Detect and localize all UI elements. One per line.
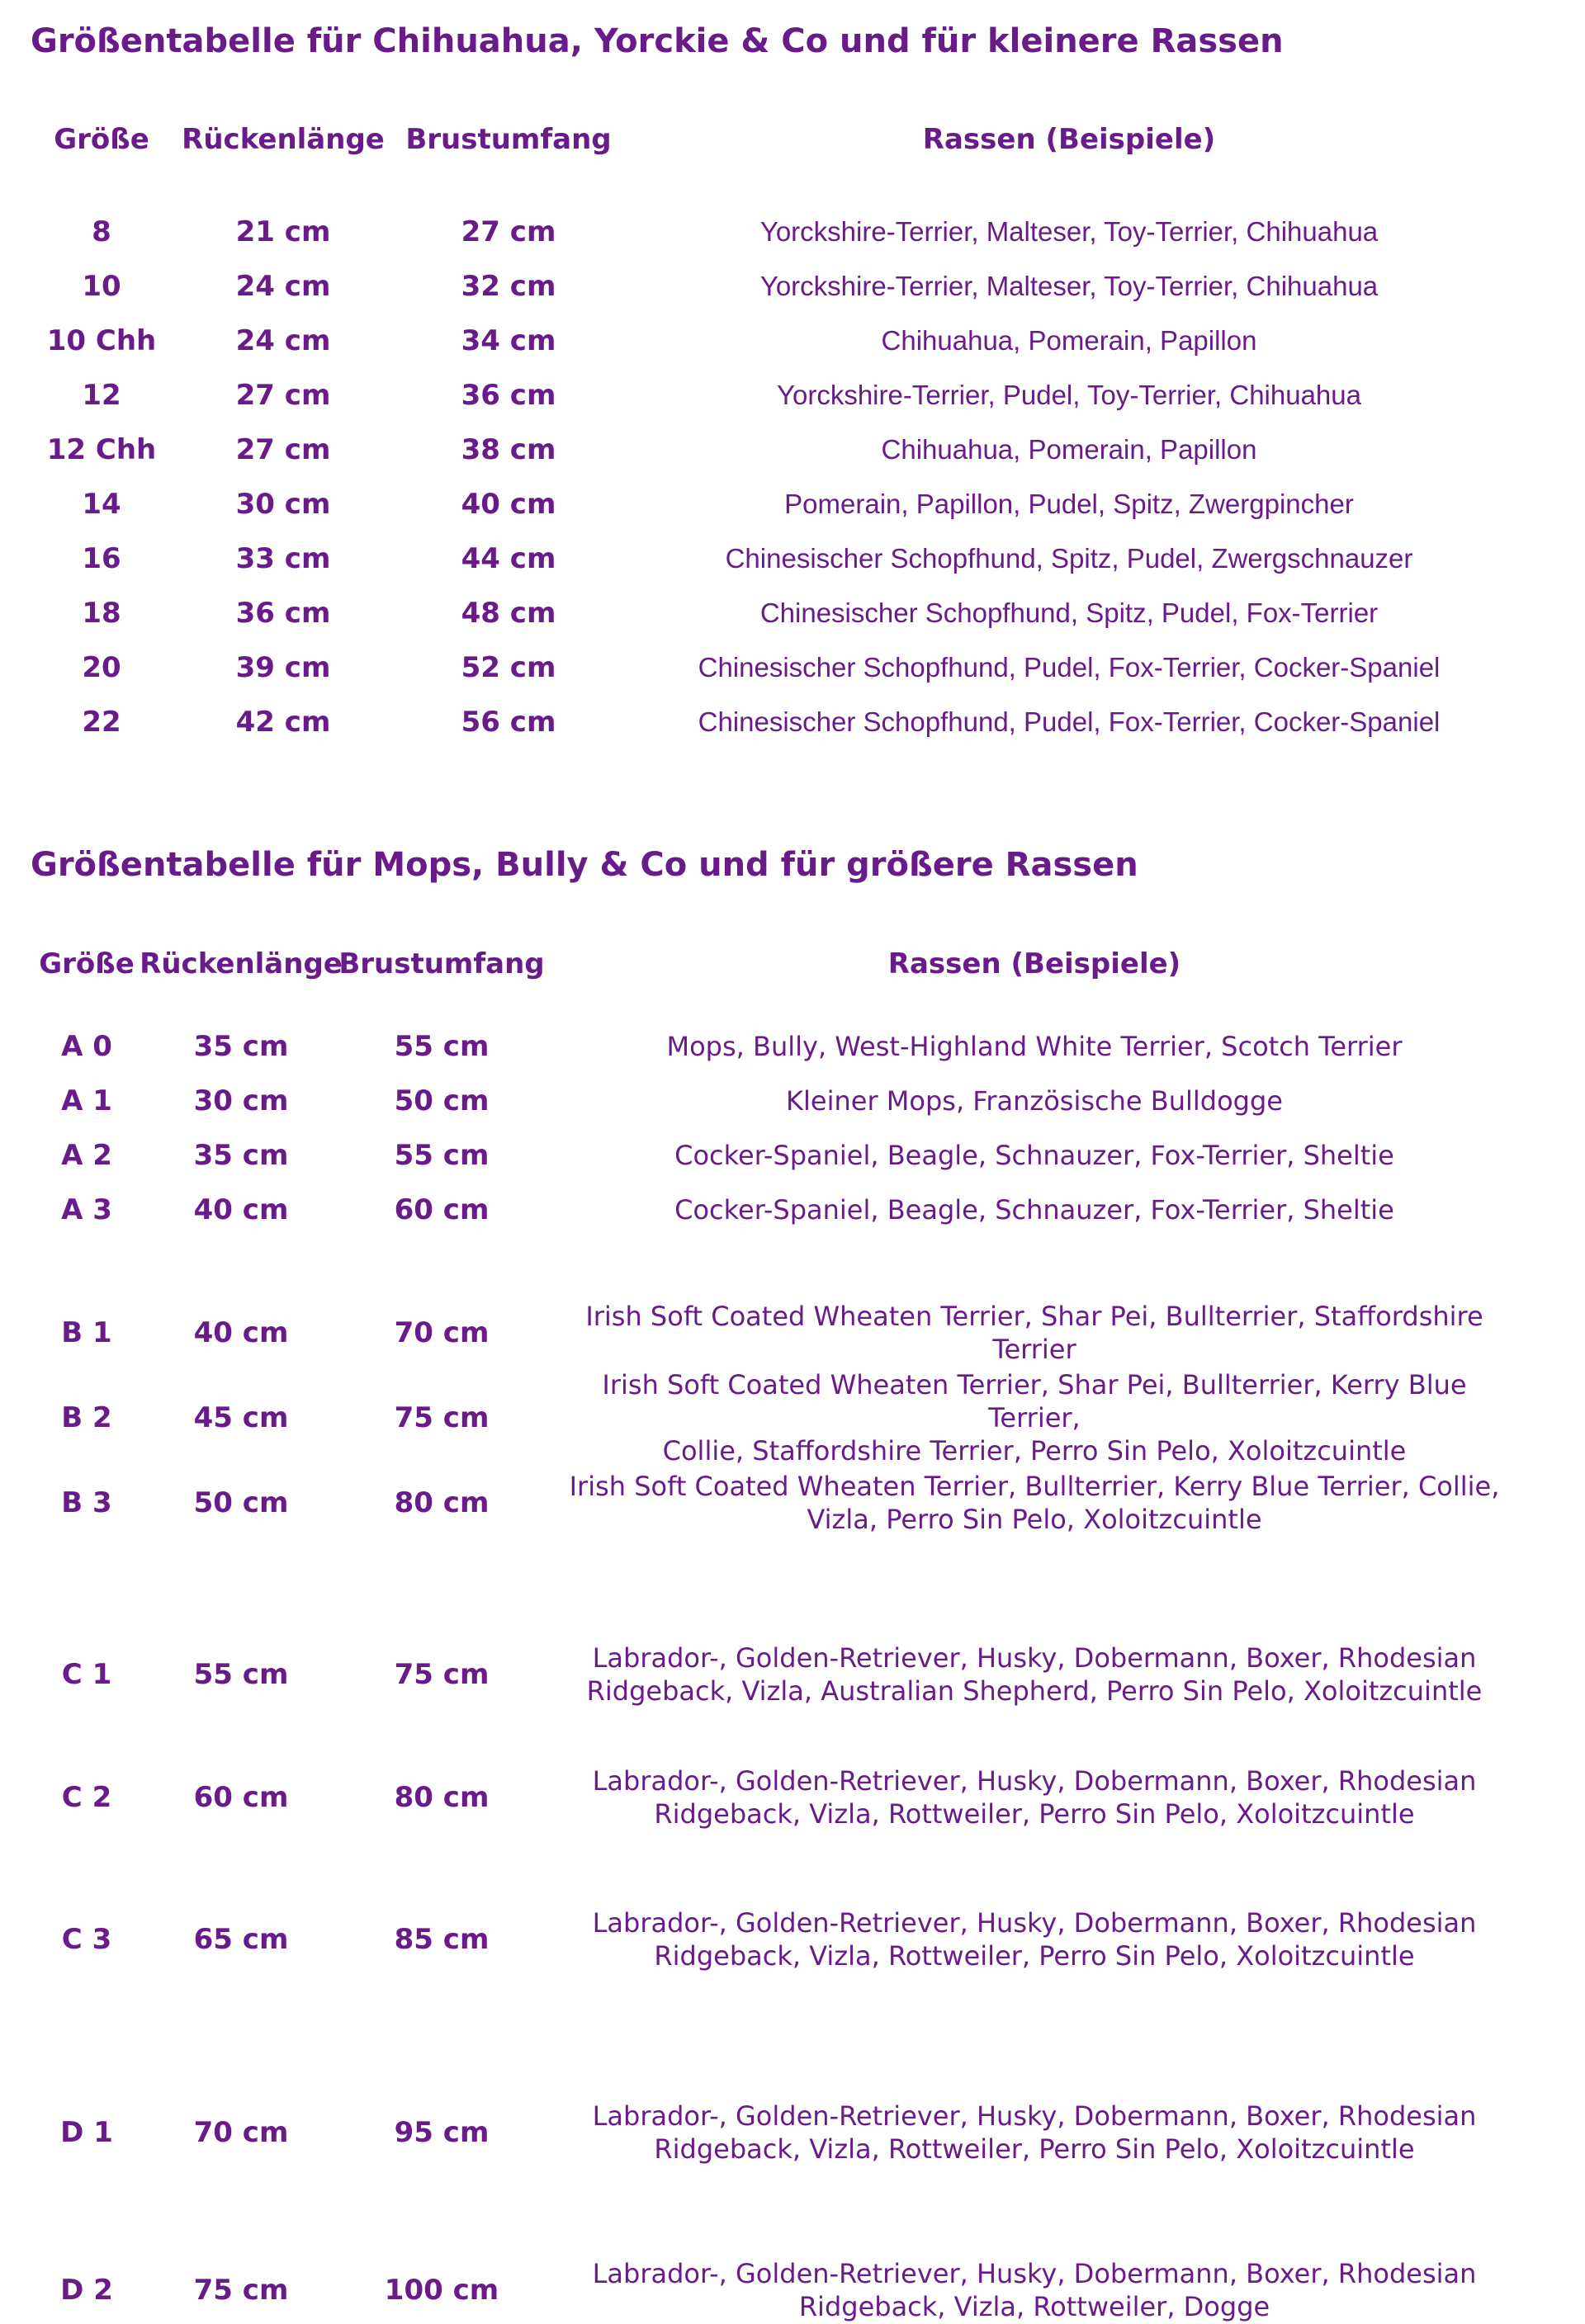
back-length-cell: 36 cm [235, 597, 331, 630]
breeds-line: Labrador-, Golden-Retriever, Husky, Dobermann, Boxer, Rhodesian [592, 2100, 1477, 2132]
back-length-header: Rückenlänge [140, 947, 343, 980]
chest-girth-cell: 36 cm [461, 379, 556, 412]
back-length-cell: 39 cm [235, 651, 331, 684]
table2-title: Größentabelle für Mops, Bully & Co und für größere Rassen [31, 846, 1138, 884]
table1-title: Größentabelle für Chihuahua, Yorckie & Co und für kleinere Rassen [31, 22, 1284, 60]
size-cell: 8 [92, 215, 111, 248]
size-cell: B 2 [61, 1401, 112, 1434]
breeds-line: Ridgeback, Vizla, Rottweiler, Perro Sin Pelo, Xoloitzcuintle [654, 2133, 1415, 2165]
breeds-cell [556, 2257, 1513, 2323]
back-length-cell: 45 cm [193, 1401, 289, 1434]
breeds-cell: Yorckshire-Terrier, Malteser, Toy-Terrier, Chihuahua [759, 216, 1379, 247]
back-length-cell: 60 cm [193, 1781, 289, 1814]
size-header: Größe [54, 123, 149, 156]
breeds-line: Labrador-, Golden-Retriever, Husky, Dobermann, Boxer, Rhodesian [592, 1765, 1477, 1797]
chest-girth-cell: 95 cm [394, 2116, 490, 2149]
back-length-cell: 75 cm [193, 2274, 289, 2307]
breeds-line: Ridgeback, Vizla, Australian Shepherd, Perro Sin Pelo, Xoloitzcuintle [586, 1675, 1483, 1707]
breeds-cell: Chinesischer Schopfhund, Spitz, Pudel, Zwergschnauzer [725, 543, 1413, 574]
breeds-cell: Chihuahua, Pomerain, Papillon [881, 434, 1257, 465]
back-length-cell: 65 cm [193, 1923, 289, 1956]
chest-girth-cell: 75 cm [394, 1658, 490, 1691]
size-cell: 20 [82, 651, 121, 684]
back-length-cell: 40 cm [193, 1193, 289, 1226]
breeds-cell: Chihuahua, Pomerain, Papillon [881, 325, 1257, 356]
breeds-line: Cocker-Spaniel, Beagle, Schnauzer, Fox-Terrier, Sheltie [674, 1140, 1394, 1171]
breeds-line: Vizla, Perro Sin Pelo, Xoloitzcuintle [807, 1504, 1262, 1535]
breeds-line: Ridgeback, Vizla, Rottweiler, Perro Sin Pelo, Xoloitzcuintle [654, 1798, 1415, 1830]
chest-girth-cell: 80 cm [394, 1486, 490, 1519]
chest-girth-cell: 70 cm [394, 1316, 490, 1349]
breeds-cell: Yorckshire-Terrier, Malteser, Toy-Terrier, Chihuahua [759, 271, 1379, 301]
breeds-cell: Chinesischer Schopfhund, Pudel, Fox-Terrier, Cocker-Spaniel [698, 652, 1441, 683]
breeds-cell: Pomerain, Papillon, Pudel, Spitz, Zwergpincher [784, 489, 1354, 519]
breeds-line: Irish Soft Coated Wheaten Terrier, Bullterrier, Kerry Blue Terrier, Collie, [569, 1471, 1500, 1502]
size-cell: 18 [82, 597, 121, 630]
breeds-cell: Chinesischer Schopfhund, Spitz, Pudel, Fox-Terrier [759, 598, 1379, 628]
chest-girth-cell: 50 cm [394, 1084, 490, 1117]
size-cell: A 2 [61, 1139, 112, 1172]
size-cell: A 1 [61, 1084, 112, 1117]
breeds-cell [556, 1470, 1513, 1536]
size-cell: B 3 [61, 1486, 112, 1519]
back-length-cell: 40 cm [193, 1316, 289, 1349]
size-cell: A 0 [61, 1030, 112, 1063]
size-cell: 12 [82, 379, 121, 412]
chest-girth-cell: 38 cm [461, 433, 556, 466]
breeds-cell: Yorckshire-Terrier, Pudel, Toy-Terrier, Chihuahua [776, 380, 1362, 410]
breeds-line: Labrador-, Golden-Retriever, Husky, Dobermann, Boxer, Rhodesian [592, 1907, 1477, 1939]
back-length-cell: 21 cm [235, 215, 331, 248]
breeds-header: Rassen (Beispiele) [887, 947, 1181, 980]
size-cell: 22 [82, 706, 121, 739]
breeds-cell [556, 1193, 1513, 1226]
back-length-cell: 55 cm [193, 1658, 289, 1691]
size-cell: 10 [82, 270, 121, 303]
breeds-line: Irish Soft Coated Wheaten Terrier, Shar Pei, Bullterrier, Kerry Blue Terrier, [602, 1369, 1467, 1434]
breeds-line: Collie, Staffordshire Terrier, Perro Sin Pelo, Xoloitzcuintle [662, 1435, 1407, 1467]
breeds-line: Labrador-, Golden-Retriever, Husky, Dobermann, Boxer, Rhodesian [592, 2258, 1477, 2289]
chest-girth-cell: 100 cm [384, 2274, 499, 2307]
breeds-cell [556, 1139, 1513, 1172]
chest-girth-cell: 75 cm [394, 1401, 490, 1434]
breeds-cell [556, 1300, 1513, 1366]
chest-girth-cell: 27 cm [461, 215, 556, 248]
chest-girth-cell: 44 cm [461, 542, 556, 575]
back-length-cell: 24 cm [235, 270, 331, 303]
back-length-cell: 35 cm [193, 1139, 289, 1172]
back-length-cell: 24 cm [235, 324, 331, 357]
chest-girth-cell: 55 cm [394, 1139, 490, 1172]
size-cell: C 2 [61, 1781, 112, 1814]
breeds-line: Mops, Bully, West-Highland White Terrier, Scotch Terrier [666, 1031, 1403, 1062]
back-length-cell: 27 cm [235, 433, 331, 466]
size-cell: D 1 [60, 2116, 113, 2149]
chest-girth-cell: 48 cm [461, 597, 556, 630]
back-length-cell: 42 cm [235, 706, 331, 739]
back-length-cell: 30 cm [193, 1084, 289, 1117]
size-cell: 16 [82, 542, 121, 575]
back-length-cell: 30 cm [235, 488, 331, 521]
size-cell: 10 Chh [46, 324, 157, 357]
breeds-header: Rassen (Beispiele) [922, 123, 1216, 156]
breeds-cell [556, 1368, 1513, 1467]
breeds-cell [556, 1641, 1513, 1708]
chest-girth-cell: 52 cm [461, 651, 556, 684]
chest-girth-cell: 85 cm [394, 1923, 490, 1956]
back-length-cell: 35 cm [193, 1030, 289, 1063]
breeds-line: Cocker-Spaniel, Beagle, Schnauzer, Fox-Terrier, Sheltie [674, 1194, 1394, 1226]
size-cell: D 2 [60, 2274, 113, 2307]
breeds-line: Terrier [992, 1334, 1076, 1365]
breeds-cell [556, 1030, 1513, 1063]
back-length-cell: 27 cm [235, 379, 331, 412]
chest-girth-header: Brustumfang [338, 947, 545, 980]
size-cell: B 1 [61, 1316, 112, 1349]
breeds-cell [556, 2100, 1513, 2166]
size-cell: C 3 [61, 1923, 112, 1956]
size-cell: 14 [82, 488, 121, 521]
breeds-cell [556, 1084, 1513, 1117]
chest-girth-cell: 60 cm [394, 1193, 490, 1226]
size-cell: 12 Chh [46, 433, 157, 466]
size-header: Größe [39, 947, 135, 980]
breeds-line: Kleiner Mops, Französische Bulldogge [786, 1085, 1283, 1117]
back-length-cell: 50 cm [193, 1486, 289, 1519]
back-length-cell: 70 cm [193, 2116, 289, 2149]
size-cell: A 3 [61, 1193, 112, 1226]
breeds-cell [556, 1906, 1513, 1972]
breeds-line: Ridgeback, Vizla, Rottweiler, Perro Sin Pelo, Xoloitzcuintle [654, 1940, 1415, 1972]
chest-girth-cell: 80 cm [394, 1781, 490, 1814]
chest-girth-header: Brustumfang [405, 123, 612, 156]
chest-girth-cell: 55 cm [394, 1030, 490, 1063]
breeds-line: Labrador-, Golden-Retriever, Husky, Dobermann, Boxer, Rhodesian [592, 1642, 1477, 1674]
breeds-line: Irish Soft Coated Wheaten Terrier, Shar Pei, Bullterrier, Staffordshire [585, 1301, 1483, 1332]
chest-girth-cell: 32 cm [461, 270, 556, 303]
size-cell: C 1 [61, 1658, 112, 1691]
chest-girth-cell: 34 cm [461, 324, 556, 357]
breeds-line: Ridgeback, Vizla, Rottweiler, Dogge [798, 2291, 1270, 2322]
back-length-cell: 33 cm [235, 542, 331, 575]
breeds-cell: Chinesischer Schopfhund, Pudel, Fox-Terrier, Cocker-Spaniel [698, 706, 1441, 737]
breeds-cell [556, 1764, 1513, 1830]
back-length-header: Rückenlänge [182, 123, 385, 156]
chest-girth-cell: 40 cm [461, 488, 556, 521]
chest-girth-cell: 56 cm [461, 706, 556, 739]
